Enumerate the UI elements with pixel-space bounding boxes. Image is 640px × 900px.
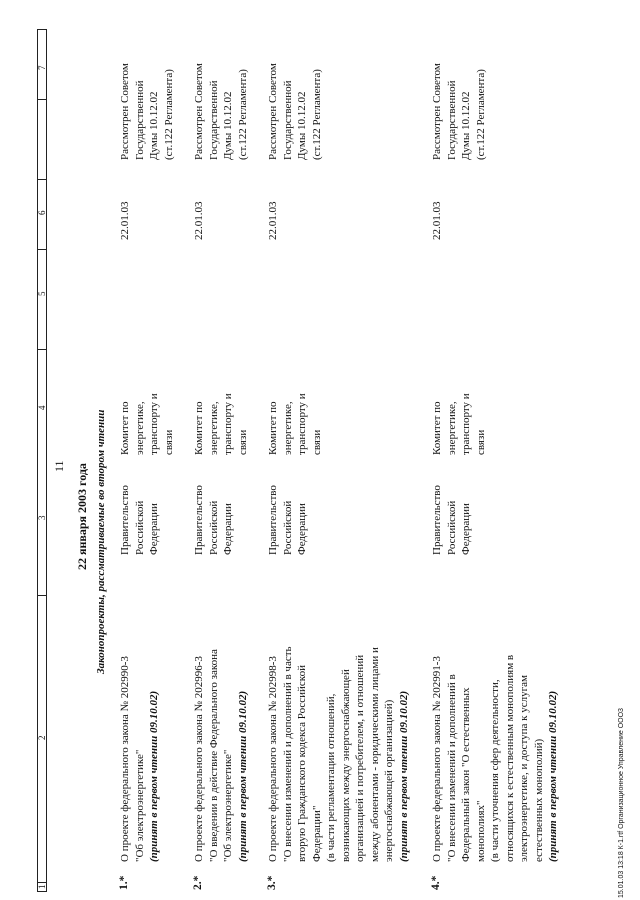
bill-title	[266, 646, 411, 862]
bill-scope-line: организацией и потребителем, и отношений	[354, 654, 366, 862]
section-heading: Законопроекты, рассматриваемые во втором чтении	[95, 409, 107, 674]
header-divider	[37, 99, 47, 100]
status-note	[266, 63, 324, 160]
row-number: 3.*	[266, 875, 278, 890]
reading-note: (принят в первом чтении 09.10.02)	[397, 690, 410, 862]
committee	[192, 393, 250, 455]
consideration-date: 22.01.03	[267, 201, 279, 240]
committee-line: энергетике,	[281, 401, 294, 455]
committee-line: энергетике,	[133, 401, 146, 455]
bill-title	[118, 656, 162, 862]
committee	[430, 393, 488, 455]
status-line: Государственной	[207, 80, 220, 160]
bill-title-line: О проекте федерального закона № 202996-3	[193, 656, 205, 862]
bill-scope-line: электроэнергетике, и доступа к услугам	[518, 675, 530, 862]
status-line: Рассмотрен Советом	[431, 63, 443, 160]
column-number-2: 2	[37, 735, 47, 740]
initiator-line: Федерации	[148, 503, 160, 555]
status-line: Рассмотрен Советом	[267, 63, 279, 160]
committee	[118, 393, 176, 455]
bill-title-line: "О внесении изменений и дополнений в	[445, 674, 458, 862]
initiator-line: Российской	[133, 500, 146, 555]
page-number: 11	[52, 460, 66, 472]
committee-line: Комитет по	[193, 401, 205, 455]
status-line: Государственной	[133, 80, 146, 160]
status-note	[118, 63, 176, 160]
committee-line: транспорту и	[460, 393, 472, 455]
initiator-line: Российской	[445, 500, 458, 555]
column-number-6: 6	[37, 210, 47, 215]
bill-scope-line: естественных монополий)	[532, 738, 545, 862]
committee-line: энергетике,	[207, 401, 220, 455]
initiator	[118, 485, 162, 555]
reading-note: (принят в первом чтении 09.10.02)	[148, 690, 160, 862]
status-line: Рассмотрен Советом	[193, 63, 205, 160]
bill-title-line: О проекте федерального закона № 202991-3	[431, 656, 443, 862]
column-number-1: 1	[37, 884, 47, 889]
status-line: Думы 10.12.02	[460, 91, 472, 160]
initiator	[266, 485, 310, 555]
initiator-line: Российской	[281, 500, 294, 555]
date-heading: 22 января 2003 года	[75, 463, 89, 570]
header-divider	[37, 349, 47, 350]
header-bottom-border	[46, 30, 47, 892]
status-line: Думы 10.12.02	[222, 91, 234, 160]
bill-title-line: "О внесении изменений и дополнений в часть	[281, 646, 294, 862]
committee-line: Комитет по	[431, 401, 443, 455]
committee-line: связи	[310, 429, 323, 455]
bill-title-line: "О введении в действие Федерального закона	[207, 649, 220, 862]
initiator-line: Федерации	[460, 503, 472, 555]
initiator-line: Правительство	[431, 485, 443, 555]
committee-line: связи	[474, 429, 487, 455]
column-number-5: 5	[37, 291, 47, 296]
committee-line: транспорту и	[222, 393, 234, 455]
status-line: Рассмотрен Советом	[119, 63, 131, 160]
status-line: Думы 10.12.02	[296, 91, 308, 160]
committee-line: транспорту и	[148, 393, 160, 455]
consideration-date: 22.01.03	[193, 201, 205, 240]
consideration-date: 22.01.03	[431, 201, 443, 240]
initiator-line: Правительство	[267, 485, 279, 555]
committee-line: связи	[162, 429, 175, 455]
bill-title-line: "Об электроэнергетике"	[133, 749, 146, 862]
bill-scope-line: энергоснабжающей организацией)	[383, 699, 395, 862]
committee	[266, 393, 324, 455]
committee-line: транспорту и	[296, 393, 308, 455]
header-divider	[37, 179, 47, 180]
bill-title-line: Федеральный закон "О естественных	[460, 687, 472, 862]
status-line: (ст.122 Регламента)	[162, 69, 175, 160]
bill-title	[192, 649, 250, 862]
status-line: Думы 10.12.02	[148, 91, 160, 160]
bill-scope-line: возникающих между энергоснабжающей	[339, 669, 352, 862]
reading-note: (принят в первом чтении 09.10.02)	[547, 690, 559, 862]
status-note	[430, 63, 488, 160]
initiator-line: Правительство	[193, 485, 205, 555]
bill-title-line: "Об электроэнергетике"	[222, 749, 234, 862]
bill-scope-line: относящихся к естественным монополиям в	[503, 654, 516, 862]
column-number-7: 7	[37, 65, 47, 70]
bill-title-line: монополиях"	[474, 800, 487, 862]
bill-scope-line: (в части регламентации отношений,	[325, 693, 337, 862]
column-number-4: 4	[37, 405, 47, 410]
bill-scope-line: между абонентами - юридическими лицами и	[368, 647, 381, 862]
initiator-line: Российской	[207, 500, 220, 555]
column-number-3: 3	[37, 515, 47, 520]
bill-title-line: О проекте федерального закона № 202998-3	[267, 656, 279, 862]
row-number: 4.*	[430, 875, 442, 890]
status-line: (ст.122 Регламента)	[474, 69, 487, 160]
header-divider	[37, 595, 47, 596]
status-line: (ст.122 Регламента)	[310, 69, 323, 160]
initiator-line: Федерации	[222, 503, 234, 555]
committee-line: энергетике,	[445, 401, 458, 455]
initiator-line: Правительство	[119, 485, 131, 555]
consideration-date: 22.01.03	[119, 201, 131, 240]
bill-title-line: вторую Гражданского кодекса Российской	[296, 665, 308, 862]
header-divider	[37, 249, 47, 250]
row-number: 1.*	[118, 875, 130, 890]
initiator	[430, 485, 474, 555]
header-top-border	[37, 30, 38, 892]
initiator	[192, 485, 236, 555]
status-line: Государственной	[281, 80, 294, 160]
status-line: (ст.122 Регламента)	[236, 69, 249, 160]
committee-line: Комитет по	[267, 401, 279, 455]
status-line: Государственной	[445, 80, 458, 160]
footer-note: 15.01.03 13:18 К-1.rtf Организационное Управление ООО3	[618, 708, 625, 898]
row-number: 2.*	[192, 875, 204, 890]
reading-note: (принят в первом чтении 09.10.02)	[236, 690, 249, 862]
header-divider	[37, 882, 47, 883]
bill-title	[430, 655, 561, 862]
bill-title-line: Федерации"	[310, 805, 323, 862]
committee-line: Комитет по	[119, 401, 131, 455]
bill-scope-line: (в части уточнения сфер деятельности,	[489, 679, 501, 862]
committee-line: связи	[236, 429, 249, 455]
header-divider	[37, 29, 47, 30]
initiator-line: Федерации	[296, 503, 308, 555]
header-divider	[37, 891, 47, 892]
status-note	[192, 63, 250, 160]
bill-title-line: О проекте федерального закона № 202990-3	[119, 656, 131, 862]
